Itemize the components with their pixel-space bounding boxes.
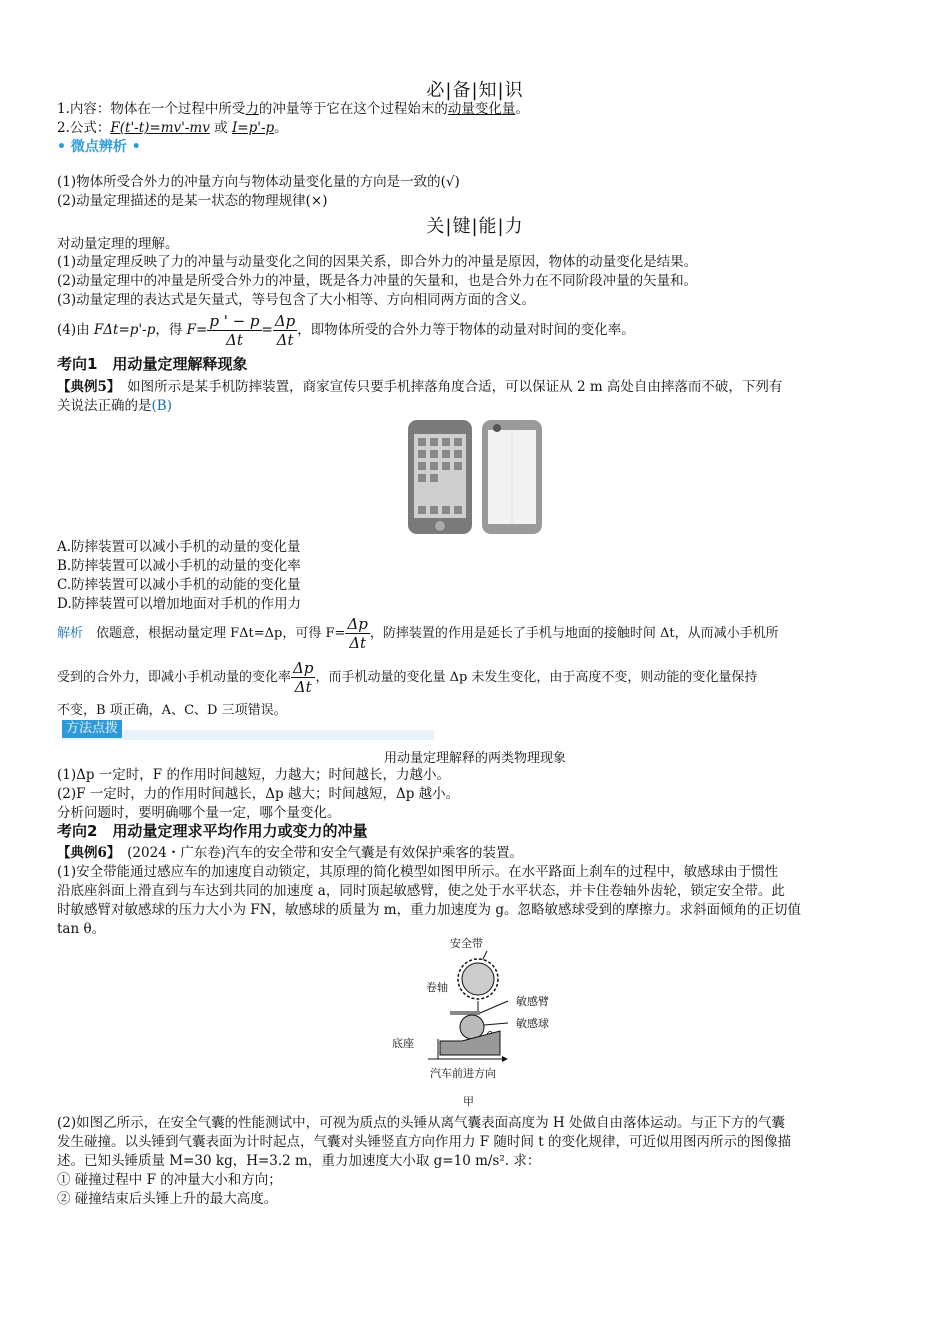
- phone-case-image: [405, 418, 545, 536]
- option-d: D.防摔装置可以增加地面对手机的作用力: [57, 596, 302, 612]
- method-tag: 方法点拨: [62, 720, 122, 738]
- section-heading-knowledge: 必|备|知|识: [426, 80, 524, 101]
- fraction: $\frac{p ' - p}{\Delta t}$: [209, 312, 260, 349]
- q1-line1: (1)安全带能通过感应车的加速度自动锁定，其原理的简化模型如图甲所示。在水平路面上刹车的过程中，敏感球由于惯性: [57, 864, 779, 880]
- sub-question-1: ① 碰撞过程中 F 的冲量大小和方向；: [57, 1172, 282, 1188]
- fraction: $\frac{\Delta p}{\Delta t}$: [274, 312, 296, 349]
- q1-line3: 时敏感臂对敏感球的压力大小为 FN，敏感球的质量为 m，重力加速度为 g。忽略敏感球受到的摩擦力。求斜面倾角的正切值: [57, 902, 801, 918]
- fig-label-belt: 安全带: [450, 937, 483, 950]
- option-b: B.防摔装置可以减小手机的动量的变化率: [57, 558, 301, 574]
- fig-label-dir: 汽车前进方向: [430, 1067, 496, 1080]
- example6-line: 【典例6】 (2024・广东卷)汽车的安全带和安全气囊是有效保护乘客的装置。: [57, 845, 524, 861]
- example5-line2: 关说法正确的是(B): [57, 398, 172, 414]
- example5-line1: 【典例5】 如图所示是某手机防摔装置，商家宣传只要手机摔落角度合适，可以保证从 2 m 高处自由摔落而不破，下列有: [57, 379, 783, 395]
- method-line-3: 分析问题时，要明确哪个量一定，哪个量变化。: [57, 805, 341, 821]
- fig-label-ball: 敏感球: [516, 1017, 549, 1030]
- q2-line3: 述。已知头锤质量 M=30 kg，H=3.2 m，重力加速度大小取 g=10 m/s². 求：: [57, 1153, 541, 1169]
- kaoxiang-2-title: 考向2 用动量定理求平均作用力或变力的冲量: [57, 822, 368, 840]
- understanding-4: (4)由 FΔt=p'-p，得 F= $\frac{p ' - p}{\Delta t}$ = $\frac{\Delta p}{\Delta t}$ ，即物体所受的合外力等于物体的动量对时间的变化率。: [57, 312, 635, 349]
- understanding-intro: 对动量定理的理解。: [57, 236, 179, 252]
- method-line-1: (1)Δp 一定时，F 的作用时间越短，力越大；时间越长，力越小。: [57, 767, 450, 783]
- option-c: C.防摔装置可以减小手机的动能的变化量: [57, 577, 301, 593]
- understanding-1: (1)动量定理反映了力的冲量与动量变化之间的因果关系，即合外力的冲量是原因，物体的动量变化是结果。: [57, 254, 698, 270]
- kaoxiang-1-title: 考向1 用动量定理解释现象: [57, 355, 248, 373]
- fig-caption: 甲: [463, 1095, 474, 1108]
- formula-line: 2.公式：F(t'-t)=mv'-mv 或 I=p'-p。: [57, 120, 288, 136]
- q2-line2: 发生碰撞。以头锤到气囊表面为计时起点，气囊对头锤竖直方向作用力 F 随时间 t 的变化规律，可近似用图丙所示的图像描: [57, 1134, 791, 1150]
- analysis-line3: 不变，B 项正确，A、C、D 三项错误。: [57, 703, 287, 718]
- q2-line1: (2)如图乙所示，在安全气囊的性能测试中，可视为质点的头锤从离气囊表面高度为 H 处做自由落体运动。与正下方的气囊: [57, 1115, 785, 1131]
- content-line: 1.内容：物体在一个过程中所受力的冲量等于它在这个过程始末的动量变化量。: [57, 101, 529, 117]
- fig-label-arm: 敏感臂: [516, 995, 549, 1008]
- fig-label-base: 底座: [392, 1037, 414, 1050]
- q1-line2: 沿底座斜面上滑直到与车达到共同的加速度 a，同时顶起敏感臂，使之处于水平状态，并卡住卷轴外齿轮，锁定安全带。此: [57, 883, 785, 899]
- fig-label-reel: 卷轴: [426, 981, 448, 994]
- fraction: $\frac{\Delta p}{\Delta t}$: [347, 615, 368, 652]
- method-title: 用动量定理解释的两类物理现象: [383, 751, 566, 766]
- weidian-tag: • 微点辨析 •: [57, 139, 141, 155]
- analysis-line1: 解析 依题意，根据动量定理 FΔt=Δp，可得 F= $\frac{\Delta p}{\Delta t}$ ，防摔装置的作用是延长了手机与地面的接触时间 Δt，从而减小手机所: [57, 615, 779, 652]
- section-heading-ability: 关|键|能|力: [426, 216, 524, 237]
- sub-question-2: ② 碰撞结束后头锤上升的最大高度。: [57, 1191, 278, 1207]
- method-line-2: (2)F 一定时，力的作用时间越长，Δp 越大；时间越短，Δp 越小。: [57, 786, 460, 802]
- analysis-line2: 受到的合外力，即减小手机动量的变化率 $\frac{\Delta p}{\Delta t}$ ，而手机动量的变化量 Δp 未发生变化，由于高度不变，则动能的变化量保持: [57, 659, 758, 696]
- figure-jia: [390, 935, 550, 1110]
- q1-line4: tan θ。: [57, 921, 106, 937]
- option-a: A.防摔装置可以减小手机的动量的变化量: [57, 539, 301, 555]
- judge-1: (1)物体所受合外力的冲量方向与物体动量变化量的方向是一致的(√): [57, 174, 460, 190]
- judge-2: (2)动量定理描述的是某一状态的物理规律(×): [57, 193, 328, 209]
- understanding-3: (3)动量定理的表达式是矢量式，等号包含了大小相等、方向相同两方面的含义。: [57, 292, 536, 308]
- fraction: $\frac{\Delta p}{\Delta t}$: [293, 659, 314, 696]
- understanding-2: (2)动量定理中的冲量是所受合外力的冲量，既是各力冲量的矢量和，也是合外力在不同阶段冲量的矢量和。: [57, 273, 698, 289]
